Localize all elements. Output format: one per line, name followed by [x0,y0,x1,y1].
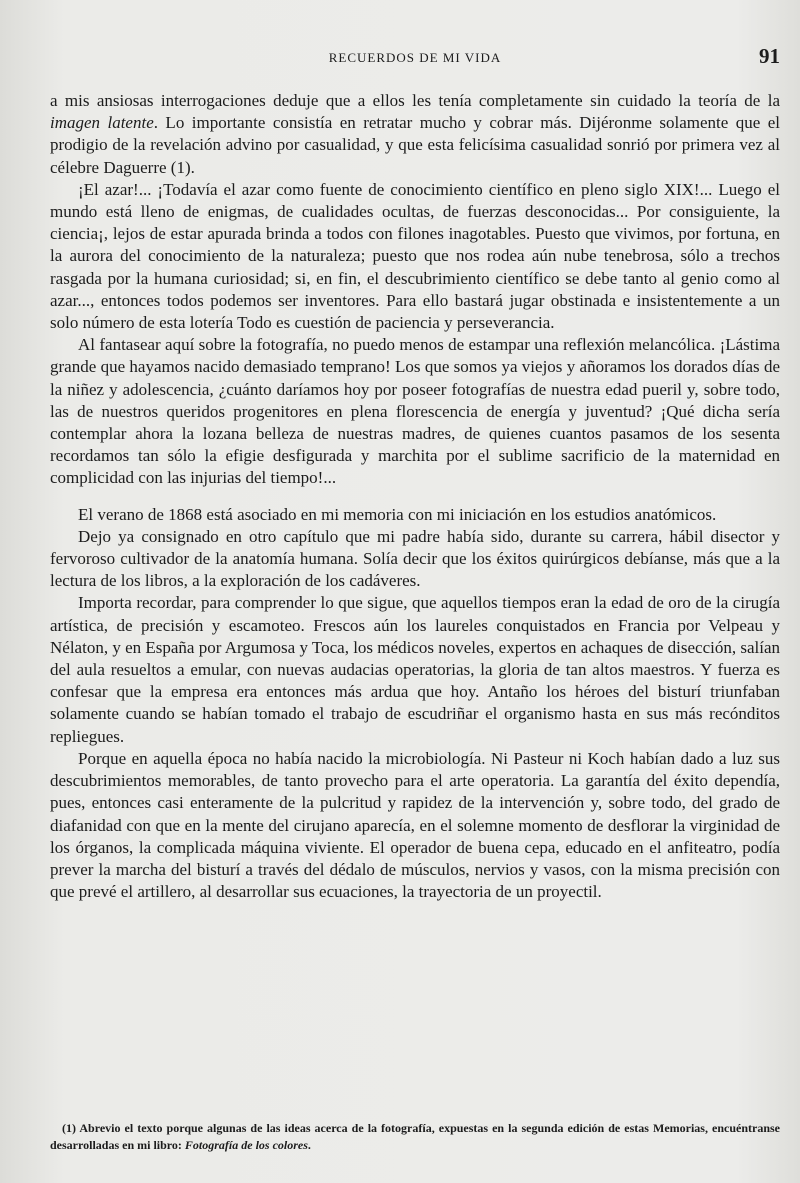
paragraph-1 [50,90,780,179]
page-number: 91 [759,44,780,68]
footnote-end: . [307,1138,311,1152]
paragraph-1-emphasis: imagen latente [50,113,154,133]
paragraph-6: Importa recordar, para comprender lo que sigue, que aquellos tiempos eran la edad de oro de la cirugía artística, de precisión y escamoteo. Frescos aún los laureles conquistados en Francia por Velpeau y Nélaton, y en España por Argumosa y Toca, los médicos noveles, expertos en achaques de disección, salían del aula resueltos a emular, con nuevas audacias operatorias, la gloria de tan altos maestros. Y fuerza es confesar que la empresa era entonces más ardua que hoy. Antaño los héroes del bisturí triunfaban solamente cuando se habían tomado el trabajo de escudriñar el organismo hasta en sus más recónditos repliegues. [50,593,780,746]
footnote-text: (1) Abrevio el texto porque algunas de las ideas acerca de la fotografía, expuestas en la segunda edición de estas Memorias, encuéntranse desarrolladas en mi libro: [50,1121,780,1152]
paragraph-2: ¡El azar!... ¡Todavía el azar como fuente de conocimiento científico en pleno siglo XIX!... Luego el mundo está lleno de enigmas, de cualidades ocultas, de fuerzas desconocidas... Por consiguiente, la ciencia¡, lejos de estar apurada brinda a todos con filones inagotables. Puesto que vivimos, por fortuna, en la aurora del conocimiento de la naturaleza; puesto que nos rodea aún nube tenebrosa, sólo a trechos rasgada por la humana curiosidad; si, en fin, el descubrimiento científico se debe tanto al genio como al azar..., entonces todos podemos ser inventores. Para ello bastará jugar obstinada e insistentemente a un solo número de esta lotería Todo es cuestión de paciencia y perseverancia. [50,179,780,333]
footnote-book-title: Fotografía de los colores [184,1138,308,1152]
paragraph-1-text-b: . Lo importante consistía en retratar mucho y cobrar más. Dijéronme solamente que el prodigio de la revelación advino por casualidad, y que esta felicísima casualidad sonrió por primera vez al célebre Daguerre (1). [50,113,780,177]
paragraph-1-text-a: a mis ansiosas interrogaciones deduje que a ellos les tenía completamente sin cuidado la teoría de la [50,91,780,110]
footnote [50,1120,780,1154]
body-text [50,90,780,903]
paragraph-7: Porque en aquella época no había nacido la microbiología. Ni Pasteur ni Koch habían dado a luz sus descubrimientos memorables, de tanto provecho para el arte operatoria. La garantía del éxito dependía, pues, entonces casi enteramente de la pulcritud y rapidez de la intervención y, sobre todo, del grado de diafanidad con que en la mente del cirujano aparecía, en el solemne momento de desflorar la virginidad de los órganos, la complicada máquina viviente. El operador de buena cepa, educado en el anfiteatro, podía prever la marcha del bisturí a través del dédalo de músculos, nervios y vasos, con la misma precisión con que prevé el artillero, al desarrollar sus ecuaciones, la trayectoria de un proyectil. [50,748,780,902]
paragraph-4: El verano de 1868 está asociado en mi memoria con mi iniciación en los estudios anatómicos. [78,504,717,524]
paragraph-5: Dejo ya consignado en otro capítulo que mi padre había sido, durante su carrera, hábil disector y fervoroso cultivador de la anatomía humana. Solía decir que los éxitos quirúrgicos debíanse, más que a la lectura de los libros, a la exploración de los cadáveres. [50,526,780,591]
paragraph-3: Al fantasear aquí sobre la fotografía, no puedo menos de estampar una reflexión melancólica. ¡Lástima grande que hayamos nacido demasiado temprano! Los que somos ya viejos y añoramos los dorados días de la niñez y adolescencia, ¿cuánto daríamos hoy por poseer fotografías de nuestra edad pueril y, sobre todo, las de nuestros queridos progenitores en plena florescencia de energía y juventud? ¡Qué dicha sería contemplar ahora la lozana belleza de nuestras madres, de quienes cuantos pasamos de los sesenta recordamos tan sólo la efigie desfigurada y marchita por el sublime sacrificio de la maternidad en complicidad con las injurias del tiempo!... [50,335,780,488]
page-header [50,44,780,74]
running-head: RECUERDOS DE MI VIDA [328,50,502,65]
